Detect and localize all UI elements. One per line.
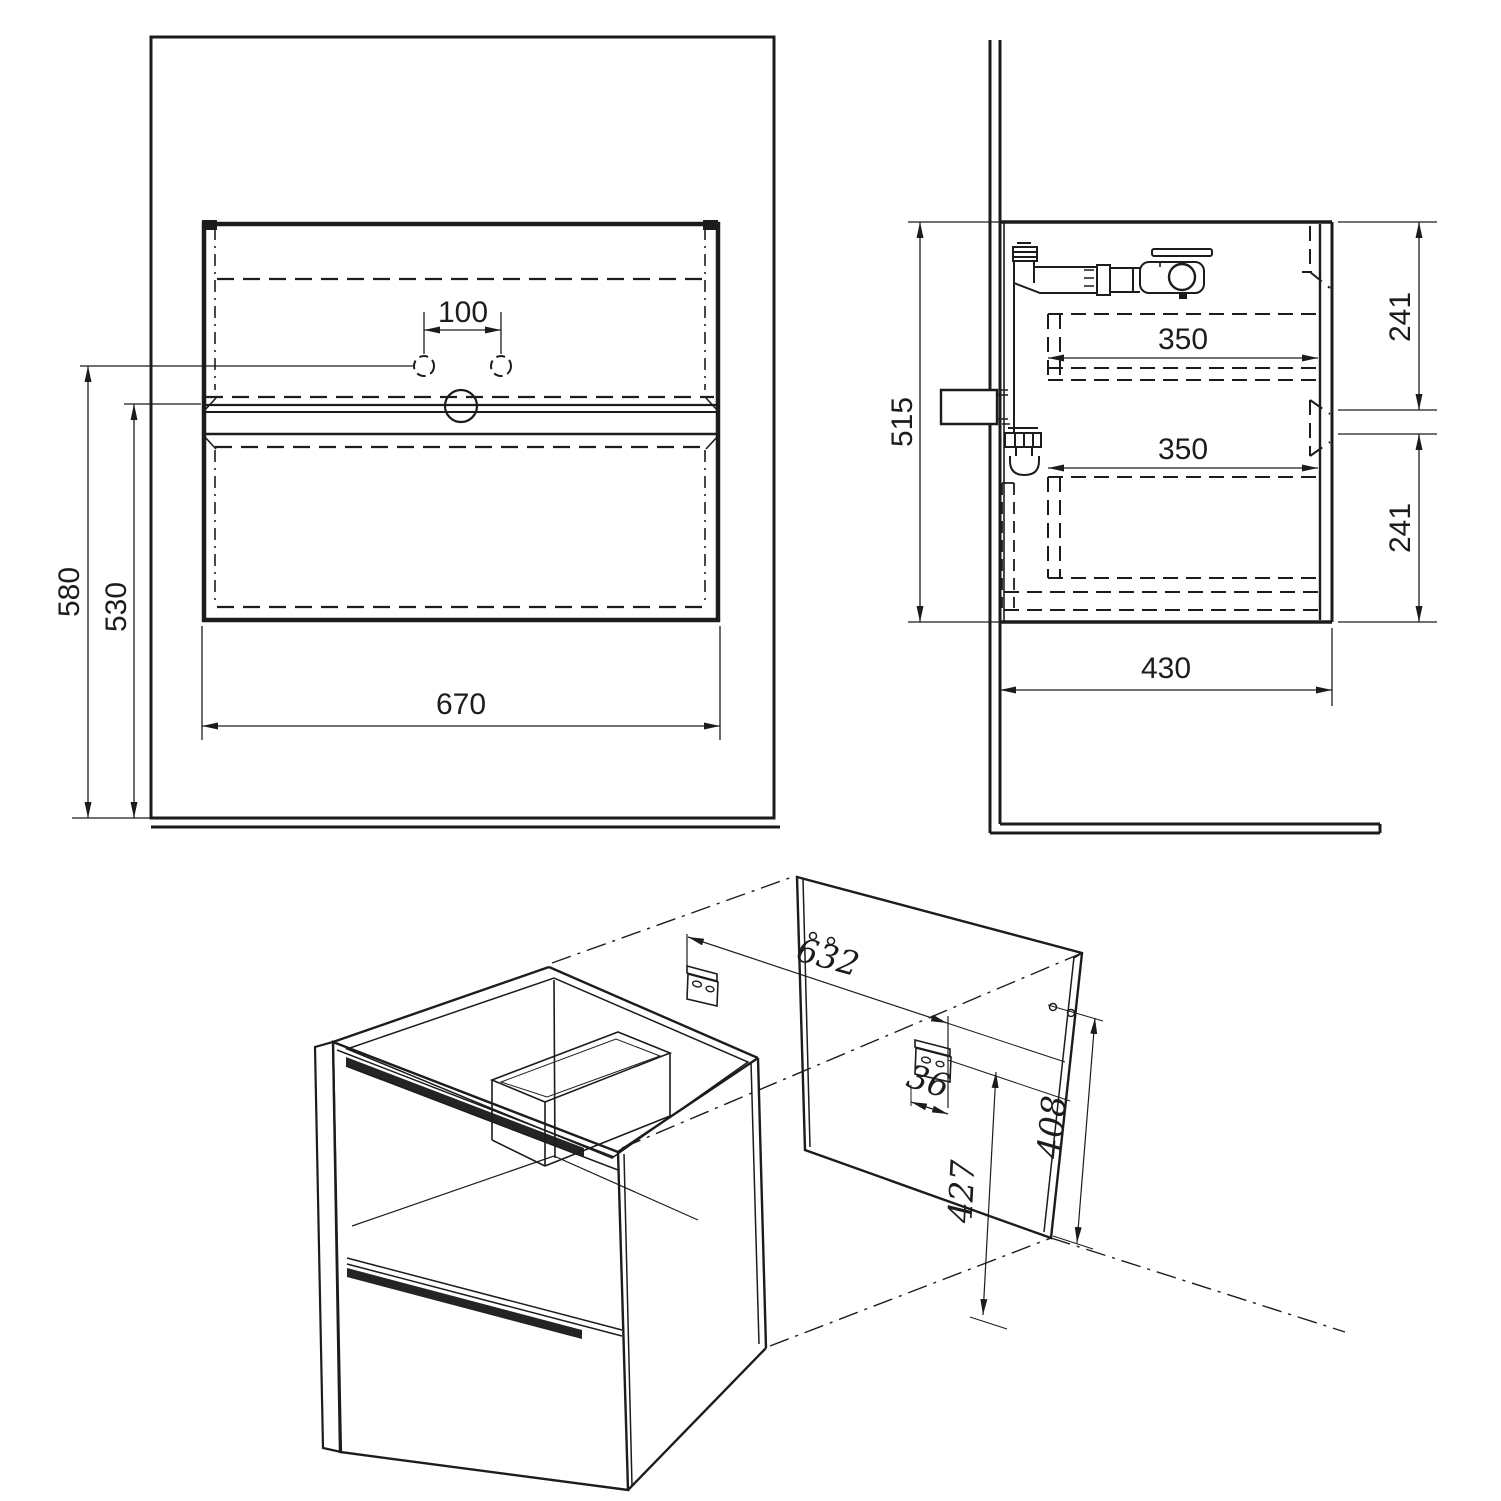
interior-floor-edges bbox=[352, 1156, 698, 1226]
trap-inlet bbox=[1169, 264, 1195, 290]
supply-stub bbox=[941, 390, 997, 424]
horizontal-pipe bbox=[1014, 267, 1097, 293]
drawer-handle-strip-bottom bbox=[347, 1268, 582, 1339]
faucet-hole-right bbox=[491, 356, 511, 376]
dim-label-drawer-top-depth: 350 bbox=[1157, 323, 1209, 356]
dim-label-panel-hole-drop: 408 bbox=[1029, 1093, 1074, 1161]
dim-label-drawer-top-height: 241 bbox=[1384, 291, 1417, 343]
dim-line-632-tail bbox=[947, 1023, 1065, 1062]
side-view bbox=[886, 40, 1437, 833]
dim-line-427 bbox=[983, 1072, 996, 1315]
dim-label-height-basin: 530 bbox=[100, 581, 133, 633]
ext-lines-241 bbox=[1338, 222, 1437, 622]
cabinet-carcass bbox=[315, 967, 766, 1490]
trap-nut bbox=[1005, 428, 1041, 447]
projection-line-bottom bbox=[770, 1238, 1051, 1346]
drain-flange-plate bbox=[1152, 249, 1212, 256]
handle-groove-top bbox=[346, 1066, 618, 1170]
drawer-divider bbox=[347, 1258, 622, 1336]
faucet-hole-left bbox=[414, 356, 434, 376]
right-panel-back-bottom-edges bbox=[628, 1058, 766, 1490]
trap-cup bbox=[1010, 456, 1039, 475]
dim-label-bracket-spacing: 632 bbox=[792, 929, 864, 984]
tailpiece-nut bbox=[1013, 243, 1037, 261]
hidden-side-panel-lines bbox=[215, 228, 705, 606]
floor-lines bbox=[990, 824, 1380, 833]
cup-neck bbox=[1016, 447, 1032, 456]
drawer-handle-strip-top bbox=[346, 1057, 584, 1157]
ext-lines-670 bbox=[202, 626, 720, 740]
projection-line-bottom-ext bbox=[1051, 1238, 1345, 1332]
union-nut bbox=[1097, 265, 1110, 295]
dim-label-drawer-bottom-depth: 350 bbox=[1157, 433, 1209, 466]
back-left-inner-edge bbox=[554, 980, 555, 1158]
dim-label-cabinet-height: 515 bbox=[886, 396, 919, 448]
pipe-thread-ticks bbox=[1084, 270, 1094, 286]
isometric-view bbox=[315, 876, 1345, 1490]
ref-line-bracket-right bbox=[948, 1060, 1070, 1101]
dim-label-height-overall: 580 bbox=[53, 566, 86, 618]
hidden-drawer-bottom-box bbox=[1048, 477, 1318, 578]
dim-label-bracket-width: 36 bbox=[902, 1056, 955, 1106]
dim-label-bracket-drop: 427 bbox=[940, 1158, 983, 1224]
dim-label-drawer-bottom-height: 241 bbox=[1384, 502, 1417, 554]
dim-line-408 bbox=[1077, 1018, 1095, 1243]
hidden-bottom-panel bbox=[1004, 592, 1318, 610]
front-view bbox=[53, 37, 780, 827]
drain-bolt bbox=[1179, 293, 1187, 299]
pipe-segment bbox=[1110, 268, 1140, 292]
dim-label-cabinet-depth: 430 bbox=[1140, 652, 1192, 685]
top-rim-inner-edges bbox=[347, 978, 748, 1158]
hidden-top-notch bbox=[1302, 226, 1330, 288]
dim-label-hole-spacing: 100 bbox=[437, 296, 489, 329]
tick-427-bottom bbox=[970, 1317, 1007, 1329]
dim-label-cabinet-width: 670 bbox=[435, 688, 487, 721]
projection-line-top bbox=[552, 876, 795, 963]
inner-drawer-box-rim bbox=[492, 1032, 670, 1102]
